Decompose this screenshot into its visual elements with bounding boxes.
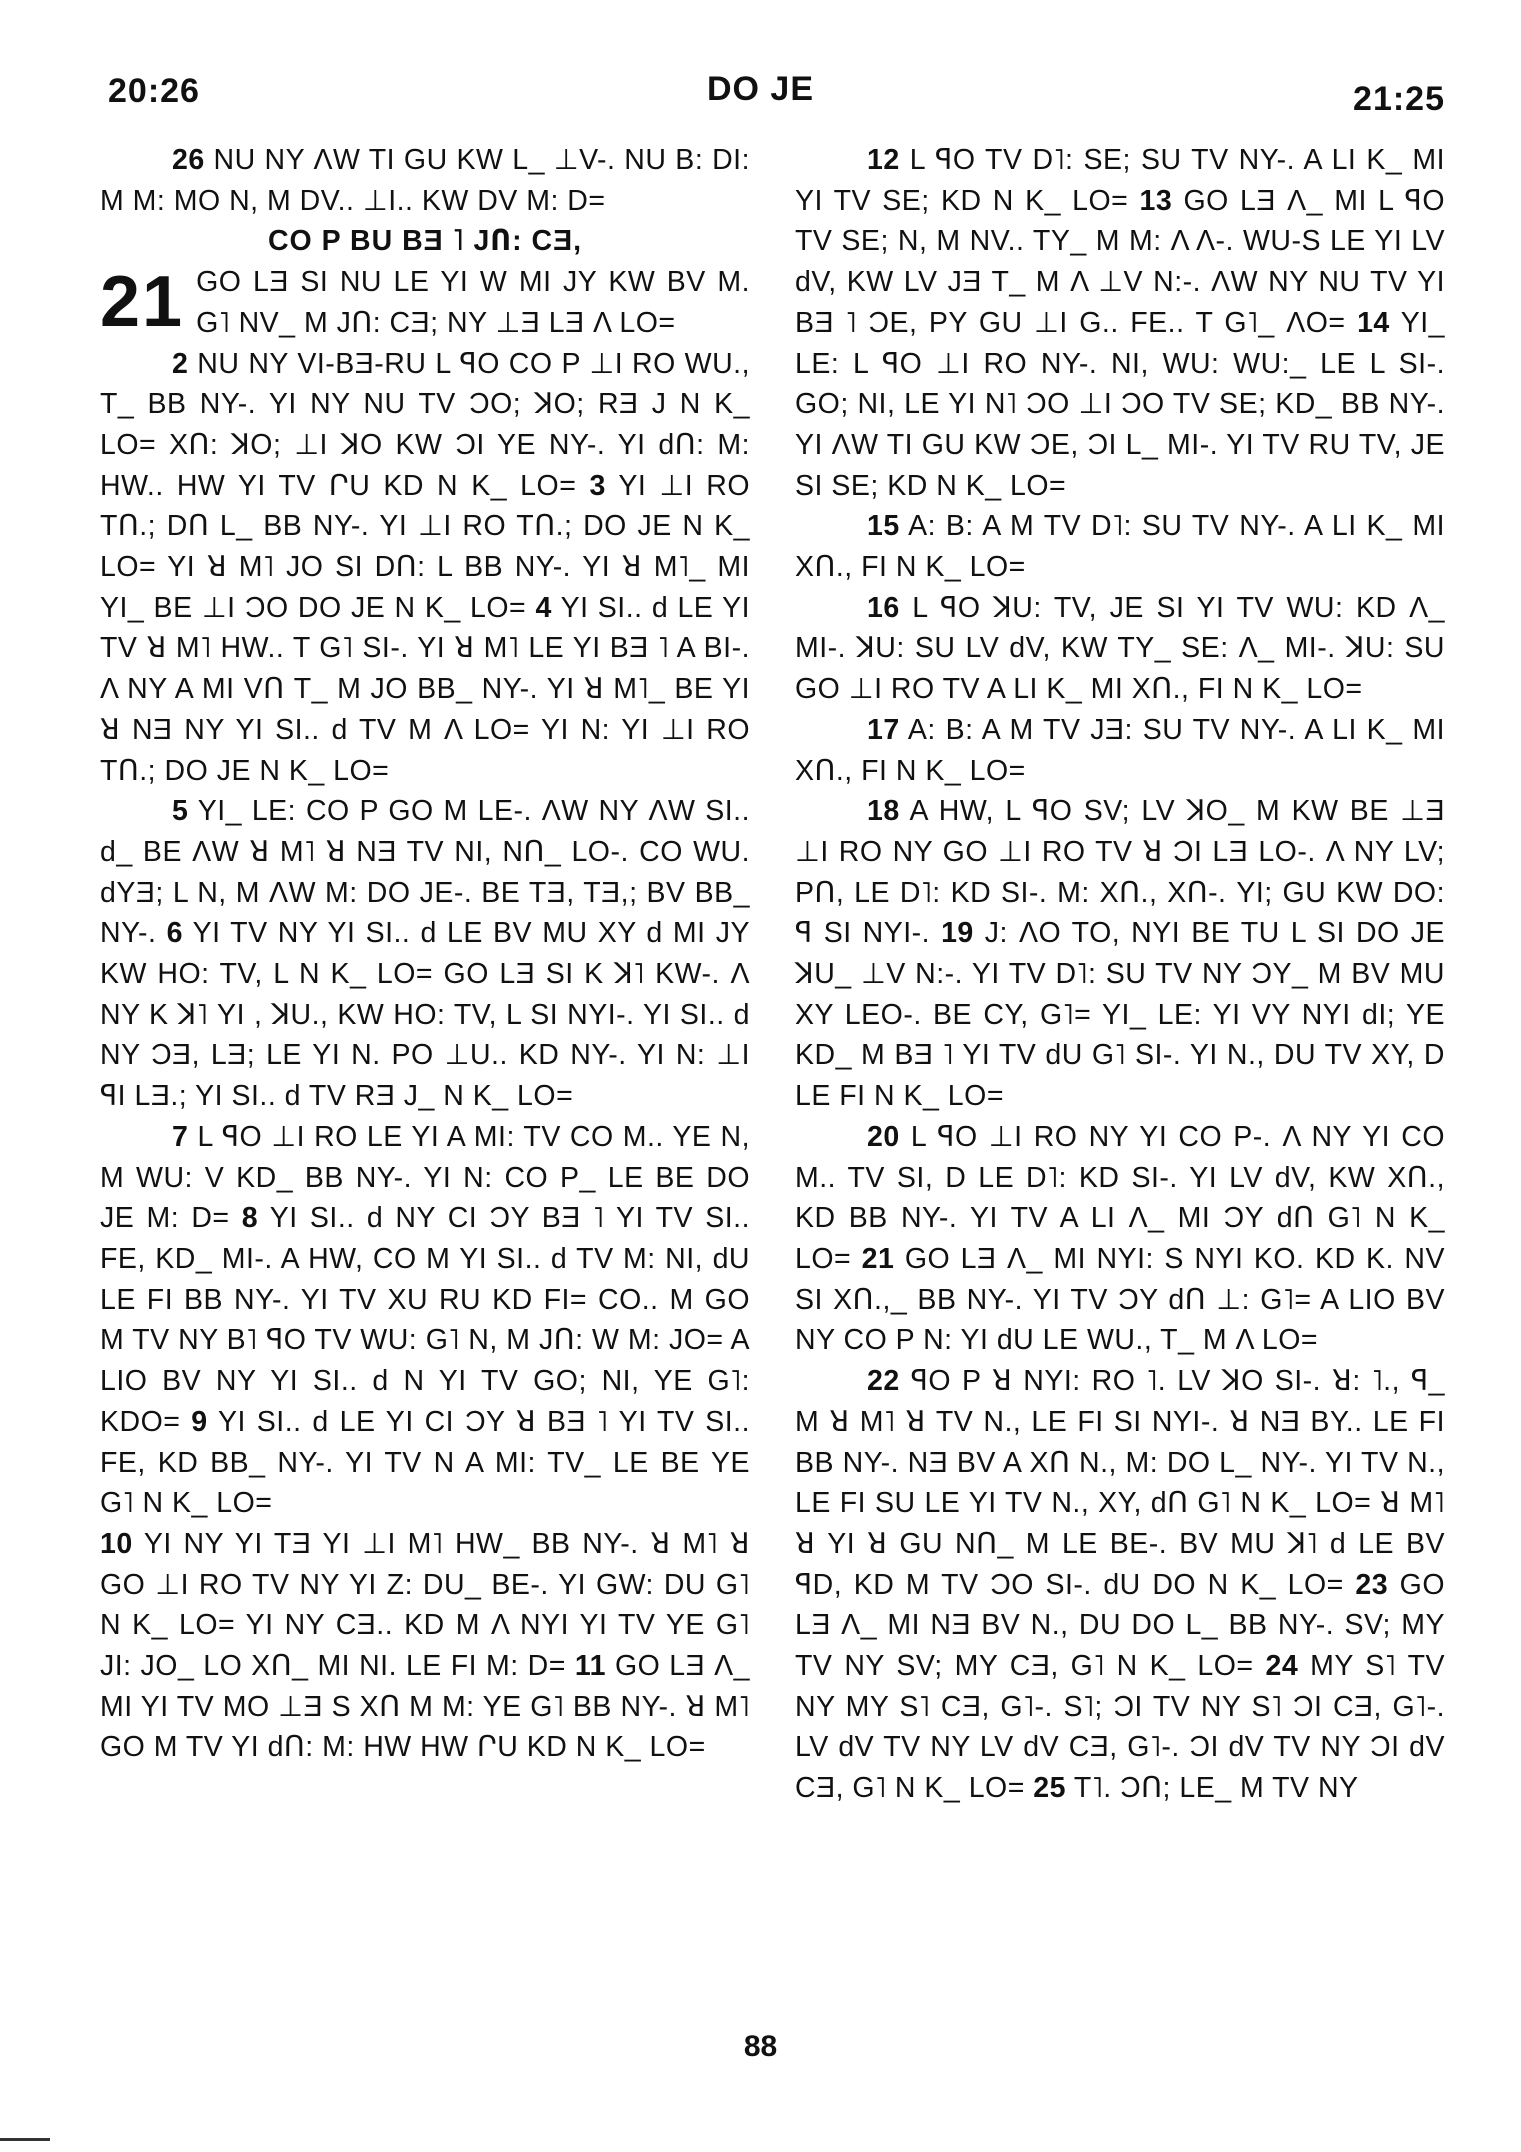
verse-text: YI ⊥I RO TՈ.; DՈ L_ BB NY-. YI ⊥I RO TՈ.; DO JE N K_ LO= YI ꓤ M˥ JO SI DՈ: L BB NY-. YI ꓤ M˥_ MI YI_ BE ⊥I ƆO DO JE N K_ LO= <box>100 469 750 624</box>
verse-paragraph <box>795 506 1445 587</box>
verse-number: 6 <box>166 917 183 950</box>
verse-number: 24 <box>1265 1650 1299 1683</box>
verse-text: L ꟼO ⊥I RO NY YI CO P-. Λ NY YI CO M.. TV SI, D LE D˥: KD SI-. YI LV dV, KW XՈ., KD BB NY-. YI TV A LI Λ_ MI ƆY dՈ G˥ N K_ LO= <box>795 1120 1445 1275</box>
verse-text: ꟼO P ꓤ NYI: RO ˥. LV ꓘO SI-. ꓤ: ˥., ꟼ_ M ꓤ M˥ ꓤ TV N., LE FI SI NYI-. ꓤ NƎ BY.. LE FI BB NY-. NƎ BV A XՈ N., M: DO L_ NY-. YI TV N., LE FI SU LE YI TV N., XY, dՈ G˥ N K_ LO= ꓤ M˥ ꓤ YI ꓤ GU NՈ_ M LE BE-. BV MU ꓘ˥ d LE BV ꟼD, KD M TV ƆO SI-. dU DO N K_ LO= <box>795 1365 1446 1601</box>
verse-number: 17 <box>867 713 900 746</box>
verse-text: J: ΛO TO, NYI BE TU L SI DO JE ꓘU_ ⊥V N:-. YI TV D˥: SU TV NY ƆY_ M BV MU XY LEO-. BE CY, G˥= YI_ LE: YI VY NYI dI; YE KD_ M BƎ ˥ YI TV dU G˥ SI-. YI N., DU TV XY, D LE FI N K_ LO= <box>795 917 1445 1113</box>
verse-number: 3 <box>589 469 606 502</box>
verse-paragraph <box>795 791 1445 1117</box>
verse-paragraph <box>100 140 750 221</box>
page-header <box>0 66 1521 126</box>
verse-number: 10 <box>100 1527 133 1560</box>
verse-text: GO LƎ Λ_ MI L ꟼO TV SE; N, M NV.. TY_ M M: Λ Λ-. WU-S LE YI LV dV, KW LV JƎ T_ M Λ ⊥V N:-. ΛW NY NU TV YI BƎ ˥ ƆE, PY GU ⊥I G.. FE.. T G˥_ ΛO= <box>795 184 1445 339</box>
verse-text: GO LƎ Λ_ MI NƎ BV N., DU DO L_ BB NY-. SV; MY TV NY SV; MY CƎ, G˥ N K_ LO= <box>795 1568 1446 1683</box>
verse-text: YI SI.. d LE YI CI ƆY ꓤ BƎ ˥ YI TV SI.. FE, KD BB_ NY-. YI TV N A MI: TV_ LE BE YE G˥ N K_ LO= <box>100 1405 750 1520</box>
section-title: CO P BU BƎ ˥ JՈ: CƎ, <box>267 225 583 258</box>
verse-text: YI_ LE: L ꟼO ⊥I RO NY-. NI, WU: WU:_ LE L SI-. GO; NI, LE YI N˥ ƆO ⊥I ƆO TV SE; KD_ BB NY-. YI ΛW TI GU KW ƆE, ƆI L_ MI-. YI TV RU TV, JE SI SE; KD N K_ LO= <box>795 306 1446 502</box>
verse-number: 26 <box>172 144 205 176</box>
verse-number: 20 <box>867 1120 900 1153</box>
verse-paragraph <box>100 791 750 1117</box>
verse-text: GO LƎ Λ_ MI YI TV MO ⊥Ǝ S XՈ M M: YE G˥ BB NY-. ꓤ M˥ GO M TV YI dՈ: M: HW HW ՐU KD N K_ LO= <box>100 1650 750 1764</box>
verse-paragraph <box>795 1117 1445 1361</box>
verse-text: YI_ LE: CO P GO M LE-. ΛW NY ΛW SI.. d_ BE ΛW ꓤ M˥ ꓤ NƎ TV NI, NՈ_ LO-. CO WU. dYƎ; L N, M ΛW M: DO JE-. BE TƎ, TƎ,; BV BB_ NY-. <box>100 795 751 950</box>
verse-number: 9 <box>191 1405 208 1438</box>
verse-text: L ꟼO ꓘU: TV, JE SI YI TV WU: KD Λ_ MI-. ꓘU: SU LV dV, KW TY_ SE: Λ_ MI-. ꓘU: SU GO ⊥I RO TV A LI K_ MI XՈ., FI N K_ LO= <box>795 591 1446 706</box>
verse-paragraph <box>100 344 750 792</box>
verse-number: 11 <box>574 1650 607 1683</box>
verse-number: 19 <box>941 917 974 950</box>
verse-text: NU NY ΛW TI GU KW L_ ⊥V-. NU B: DI: M M: MO N, M DV.. ⊥I.. KW DV M: D= <box>100 144 750 217</box>
verse-text: YI SI.. d LE YI TV ꓤ M˥ HW.. T G˥ SI-. YI ꓤ M˥ LE YI BƎ ˥ A BI-. Λ NY A MI VՈ T_ M JO BB_ NY-. YI ꓤ M˥_ BE YI ꓤ NƎ NY YI SI.. d TV M Λ LO= YI N: YI ⊥I RO TՈ.; DO JE N K_ LO= <box>100 591 750 787</box>
verse-number: 12 <box>867 144 900 176</box>
verse-text: A: B: A M TV D˥: SU TV NY-. A LI K_ MI XՈ., FI N K_ LO= <box>795 510 1445 584</box>
verse-number: 8 <box>241 1202 259 1235</box>
verse-number: 16 <box>867 591 900 624</box>
verse-number: 23 <box>1355 1568 1389 1601</box>
left-column <box>100 140 750 1768</box>
verse-text: YI TV NY YI SI.. d LE BV MU XY d MI JY KW HO: TV, L N K_ LO= GO LƎ SI K ꓘ˥ KW-. Λ NY K ꓘ˥ YI , ꓘU., KW HO: TV, L SI NYI-. YI SI.. d NY ƆƎ, LƎ; LE YI N. PO ⊥U.. KD NY-. YI N: ⊥I ꟼI LƎ.; YI SI.. d TV RƎ J_ N K_ LO= <box>100 917 750 1113</box>
header-book-title: DO JE <box>706 70 815 108</box>
verse-paragraph <box>795 1361 1445 1809</box>
chapter-start <box>100 262 750 343</box>
right-column <box>795 140 1445 1809</box>
verse-paragraph <box>795 710 1445 791</box>
verse-text: A HW, L ꟼO SV; LV ꓘO_ M KW BE ⊥Ǝ ⊥I RO NY GO ⊥I RO TV ꓤ ƆI LƎ LO-. Λ NY LV; PՈ, LE D˥: KD SI-. M: XՈ., XՈ-. YI; GU KW DO: ꟼ SI NYI-. <box>795 795 1445 950</box>
chapter-number: 21 <box>100 262 185 343</box>
verse-text: YI NY YI TƎ YI ⊥I M˥ HW_ BB NY-. ꓤ M˥ ꓤ GO ⊥I RO TV NY YI Z: DU_ BE-. YI GW: DU G˥ N K_ LO= YI NY CƎ.. KD M Λ NYI YI TV YE G˥ JI: JO_ LO XՈ_ MI NI. LE FI M: D= <box>100 1527 751 1683</box>
verse-text: T˥. ƆՈ; LE_ M TV NY <box>1073 1772 1359 1805</box>
verse-number: 13 <box>1139 184 1173 217</box>
header-left-reference: 20:26 <box>108 72 200 110</box>
page-number: 88 <box>743 2030 778 2063</box>
verse-text: GO LƎ Λ_ MI NYI: S NYI KO. KD K. NV SI XՈ.,_ BB NY-. YI TV ƆY dՈ ⊥: G˥= A LIO BV NY CO P N: YI dU LE WU., T_ M Λ LO= <box>795 1242 1446 1357</box>
scan-edge-mark <box>0 2138 50 2141</box>
verse-text: L ꟼO ⊥I RO LE YI A MI: TV CO M.. YE N, M WU: V KD_ BB NY-. YI N: CO P_ LE BE DO JE M: D= <box>100 1120 751 1235</box>
verse-number: 7 <box>172 1120 189 1153</box>
verse-paragraph <box>795 588 1445 710</box>
verse-paragraph <box>100 1117 750 1524</box>
verse-paragraph <box>100 1524 750 1768</box>
verse-text: A: B: A M TV JƎ: SU TV NY-. A LI K_ MI XՈ., FI N K_ LO= <box>795 713 1445 787</box>
header-right-reference: 21:25 <box>1353 80 1445 118</box>
verse-text: L ꟼO TV D˥: SE; SU TV NY-. A LI K_ MI YI TV SE; KD N K_ LO= <box>795 144 1445 217</box>
verse-paragraph <box>795 140 1445 506</box>
verse-number: 22 <box>867 1365 900 1398</box>
verse-text: NU NY VI-BƎ-RU L ꟼO CO P ⊥I RO WU., T_ BB NY-. YI NY NU TV ƆO; ꓘO; RƎ J N K_ LO= XՈ: ꓘO; ⊥I ꓘO KW ƆI YE NY-. YI dՈ: M: HW.. HW YI TV ՐU KD N K_ LO= <box>100 347 750 502</box>
verse-text: GO LƎ SI NU LE YI W MI JY KW BV M. G˥ NV_ M JՈ: CƎ; NY ⊥Ǝ LƎ Λ LO= <box>196 266 750 339</box>
verse-number: 5 <box>172 795 189 828</box>
verse-number: 21 <box>861 1242 895 1275</box>
verse-number: 4 <box>535 591 552 624</box>
verse-number: 15 <box>867 510 900 543</box>
verse-text: YI SI.. d NY CI ƆY BƎ ˥ YI TV SI.. FE, KD_ MI-. A HW, CO M YI SI.. d TV M: NI, dU LE FI BB NY-. YI TV XU RU KD FI= CO.. M GO M TV NY B˥ ꟼO TV WU: G˥ N, M JՈ: W M: JO= A LIO BV NY YI SI.. d N YI TV GO; NI, YE G˥: KDO= <box>100 1202 750 1438</box>
verse-number: 14 <box>1357 306 1390 339</box>
verse-number: 2 <box>172 347 189 380</box>
verse-number: 25 <box>1033 1772 1066 1805</box>
verse-text: MY S˥ TV NY MY S˥ CƎ, G˥-. S˥; ƆI TV NY S˥ ƆI CƎ, G˥-. LV dV TV NY LV dV CƎ, G˥-. ƆI dV TV NY ƆI dV CƎ, G˥ N K_ LO= <box>795 1650 1446 1805</box>
verse-number: 18 <box>867 795 900 828</box>
